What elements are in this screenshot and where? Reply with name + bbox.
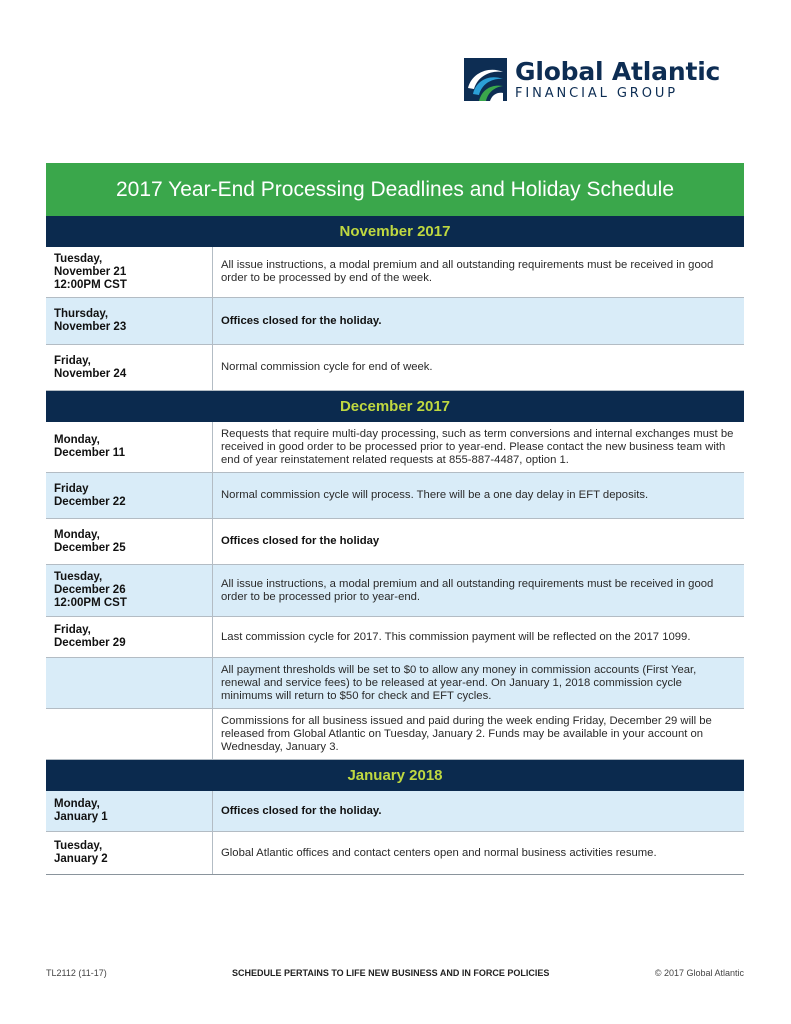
date-cell (46, 565, 213, 616)
description-cell: Commissions for all business issued and paid during the week ending Friday, December 29 will be released from Global Atlantic on Tuesday, January 2. Funds may be available in your account on Wednesday, January 3. (221, 714, 712, 753)
form-code: TL2112 (11-17) (46, 968, 107, 978)
date-line: 12:00PM CST (54, 278, 127, 291)
copyright: © 2017 Global Atlantic (654, 968, 744, 978)
table-row (46, 658, 744, 709)
table-row (46, 791, 744, 832)
date-cell (46, 709, 213, 759)
date-cell (46, 617, 213, 657)
date-cell (46, 298, 213, 344)
date-cell (46, 345, 213, 390)
table-row (46, 565, 744, 617)
date-cell (46, 247, 213, 297)
schedule-table (46, 163, 744, 875)
description-cell: All issue instructions, a modal premium and all outstanding requirements must be received in good order to be processed by end of the week. (221, 259, 714, 284)
description-cell: All issue instructions, a modal premium and all outstanding requirements must be received in good order to be processed prior to year-end. (221, 577, 714, 603)
date-line: December 25 (54, 541, 126, 554)
date-line: January 2 (54, 853, 108, 865)
global-atlantic-logo-icon (464, 58, 507, 101)
table-row (46, 247, 744, 298)
date-line: Tuesday, (54, 252, 103, 265)
schedule-title: 2017 Year-End Processing Deadlines and Holiday Schedule (46, 163, 744, 216)
description-cell: Offices closed for the holiday. (221, 314, 382, 327)
date-line: Tuesday, (54, 571, 103, 583)
date-line: Thursday, (54, 308, 109, 320)
date-line: January 1 (54, 811, 108, 823)
table-row (46, 519, 744, 565)
date-cell (46, 473, 213, 518)
logo-subtitle: FINANCIAL GROUP (515, 85, 679, 101)
description-cell: Normal commission cycle for end of week. (221, 361, 433, 373)
month-header: January 2018 (46, 760, 744, 791)
date-line: Friday, (54, 354, 91, 367)
description-cell: Global Atlantic offices and contact centers open and normal business activities resume. (221, 846, 657, 859)
description-cell: All payment thresholds will be set to $0 to allow any money in commission accounts (First Year, renewal and service fees) to be released at year-end. On January 1, 2018 commission cycle minimums will return to $50 for check and EFT cycles. (221, 663, 697, 702)
company-logo (464, 57, 720, 101)
date-line: Monday, (54, 798, 100, 810)
date-line: Friday, (54, 624, 91, 636)
date-line: November 23 (54, 321, 127, 333)
date-line: December 11 (54, 447, 125, 459)
table-row (46, 473, 744, 519)
table-row (46, 617, 744, 658)
date-cell (46, 422, 213, 472)
date-line: December 29 (54, 637, 126, 649)
footer-note: SCHEDULE PERTAINS TO LIFE NEW BUSINESS AND IN FORCE POLICIES (232, 968, 550, 978)
month-header: December 2017 (46, 391, 744, 422)
date-line: November 24 (54, 367, 127, 380)
date-line: December 26 (54, 584, 126, 596)
date-line: Monday, (54, 434, 100, 446)
description-cell: Offices closed for the holiday. (221, 804, 382, 817)
date-line: 12:00PM CST (54, 597, 127, 609)
date-line: December 22 (54, 495, 126, 508)
date-cell (46, 791, 213, 831)
date-cell (46, 832, 213, 874)
table-row (46, 298, 744, 345)
description-cell: Offices closed for the holiday (221, 535, 380, 547)
description-cell: Last commission cycle for 2017. This commission payment will be reflected on the 2017 1099. (221, 630, 691, 643)
table-row (46, 345, 744, 391)
table-row (46, 832, 744, 875)
date-line: November 21 (54, 265, 127, 278)
date-cell (46, 658, 213, 708)
table-row (46, 709, 744, 760)
date-cell (46, 519, 213, 564)
date-line: Tuesday, (54, 840, 103, 852)
date-line: Friday (54, 482, 89, 495)
description-cell: Normal commission cycle will process. There will be a one day delay in EFT deposits. (221, 489, 649, 501)
month-header: November 2017 (46, 216, 744, 247)
table-row (46, 422, 744, 473)
description-cell: Requests that require multi-day processing, such as term conversions and internal exchanges must be received in good order to be processed prior to year-end. Please contact the new business team with end of year reinstatement related requests at 855-887-4487, option 1. (221, 427, 734, 466)
logo-name: Global Atlantic (515, 56, 721, 86)
date-line: Monday, (54, 528, 100, 541)
